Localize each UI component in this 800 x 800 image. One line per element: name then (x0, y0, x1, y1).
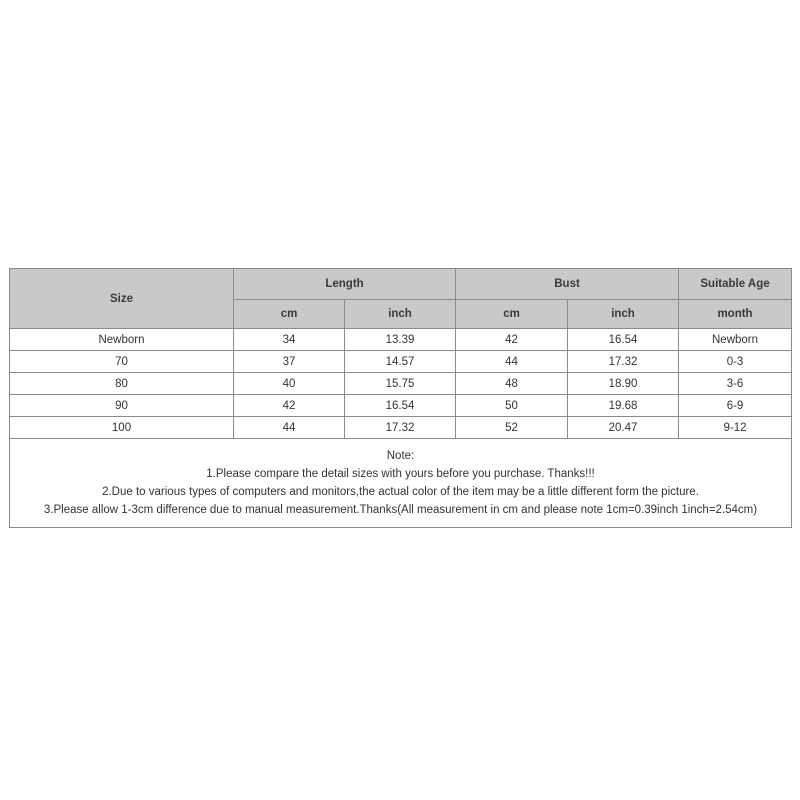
table-row (10, 329, 792, 351)
size-cell: 80 (10, 373, 234, 395)
length-inch-cell: 17.32 (345, 417, 456, 439)
size-cell: 100 (10, 417, 234, 439)
size-cell: 70 (10, 351, 234, 373)
age-cell: Newborn (679, 329, 792, 351)
note-row (10, 439, 792, 528)
note-line-3: 3.Please allow 1-3cm difference due to manual measurement.Thanks(All measurement in cm and please note 1cm=0.39inch 1inch=2.54cm) (43, 504, 758, 516)
note-line-1: 1.Please compare the detail sizes with yours before you purchase. Thanks!!! (206, 468, 595, 480)
size-header: Size (10, 269, 234, 329)
note-cell (10, 439, 792, 528)
bust-cm-cell: 42 (456, 329, 568, 351)
size-cell: 90 (10, 395, 234, 417)
bust-inch-cell: 18.90 (568, 373, 679, 395)
note-line-2: 2.Due to various types of computers and monitors,the actual color of the item may be a little different form the picture. (102, 486, 699, 498)
length-inch-cell: 14.57 (345, 351, 456, 373)
bust-inch-cell: 16.54 (568, 329, 679, 351)
age-cell: 6-9 (679, 395, 792, 417)
table-row (10, 351, 792, 373)
length-cm-cell: 44 (234, 417, 345, 439)
header-row (10, 269, 792, 300)
length-inch-header: inch (345, 300, 456, 329)
age-cell: 0-3 (679, 351, 792, 373)
table-row (10, 373, 792, 395)
bust-cm-cell: 44 (456, 351, 568, 373)
age-cell: 3-6 (679, 373, 792, 395)
bust-cm-cell: 48 (456, 373, 568, 395)
bust-cm-header: cm (456, 300, 568, 329)
note-title: Note: (386, 450, 415, 462)
length-inch-cell: 13.39 (345, 329, 456, 351)
length-cm-cell: 42 (234, 395, 345, 417)
length-cm-cell: 37 (234, 351, 345, 373)
bust-cm-cell: 50 (456, 395, 568, 417)
size-table (9, 268, 792, 528)
length-inch-cell: 15.75 (345, 373, 456, 395)
suitable-age-header: Suitable Age (679, 269, 792, 300)
bust-inch-cell: 17.32 (568, 351, 679, 373)
bust-header: Bust (456, 269, 679, 300)
table-row (10, 395, 792, 417)
bust-inch-cell: 19.68 (568, 395, 679, 417)
size-cell: Newborn (10, 329, 234, 351)
length-cm-header: cm (234, 300, 345, 329)
size-chart (9, 268, 791, 528)
length-header: Length (234, 269, 456, 300)
length-inch-cell: 16.54 (345, 395, 456, 417)
age-month-header: month (679, 300, 792, 329)
length-cm-cell: 40 (234, 373, 345, 395)
bust-cm-cell: 52 (456, 417, 568, 439)
table-row (10, 417, 792, 439)
age-cell: 9-12 (679, 417, 792, 439)
bust-inch-cell: 20.47 (568, 417, 679, 439)
length-cm-cell: 34 (234, 329, 345, 351)
bust-inch-header: inch (568, 300, 679, 329)
